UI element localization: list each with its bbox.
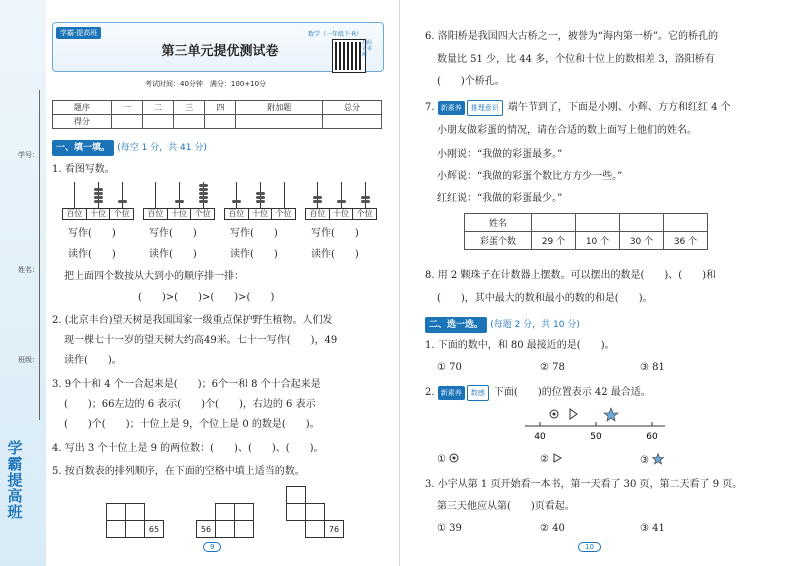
c2-text: 下面( )的位置表示 42 最合适。: [493, 387, 651, 398]
grid-cell[interactable]: [125, 520, 145, 538]
series-logo: 学霸·提高班: [56, 27, 101, 39]
c3-option-1[interactable]: ① 39: [437, 523, 462, 534]
place-label: 百位: [144, 209, 168, 219]
c1-text: 1. 下面的数中，和 80 最接近的是( )。: [425, 340, 615, 351]
c2-number: 2.: [425, 387, 435, 398]
grid-cell-value: 65: [144, 520, 164, 538]
side-field-name: 姓名：: [18, 266, 39, 274]
score-row-label: 得分: [53, 115, 112, 129]
grid-cell-value: 76: [324, 520, 344, 538]
q7-statement-3: 红红说：“我做的彩蛋最少。”: [437, 193, 563, 204]
c1-option-2[interactable]: ② 78: [540, 362, 565, 373]
option-marker: ①: [437, 454, 446, 465]
q2-line-1: 2. (北京丰台)望天树是我国国家一级重点保护野生植物。人们发: [52, 315, 333, 326]
score-input-cell[interactable]: [236, 115, 323, 129]
place-label: 百位: [225, 209, 249, 219]
q7-heading: [425, 100, 731, 116]
exam-info: 考试时间：40分钟 满分：100+10分: [145, 80, 267, 88]
cut-line: [39, 90, 40, 420]
read-blank-1[interactable]: 读作( ): [68, 249, 116, 260]
q7-line-1: 端午节到了，下面是小刚、小辉、方方和红红 4 个: [507, 102, 731, 113]
place-label: 个位: [275, 209, 292, 218]
grade-label: 数学（一年级下·R）: [308, 31, 363, 38]
triangle-icon: [552, 453, 562, 463]
place-label: 十位: [249, 209, 273, 219]
place-label: 十位: [87, 209, 111, 219]
q1-order-blanks[interactable]: ( )>( )>( )>( ): [138, 292, 275, 303]
q8-line-1: 8. 用 2 颗珠子在计数器上摆数。可以摆出的数是( )、( )和: [425, 270, 717, 281]
grid-cell[interactable]: [305, 520, 325, 538]
page-title: 第三单元提优测试卷: [161, 44, 279, 59]
grid-cell[interactable]: [106, 520, 126, 538]
c2-option-1[interactable]: [437, 453, 459, 467]
side-field-class: 班级：: [18, 356, 39, 364]
qr-code-icon[interactable]: [333, 40, 365, 72]
qr-hint: 扫码看讲解: [362, 40, 373, 58]
c2-heading: [425, 385, 651, 401]
q8-line-2: ( )，其中最大的数和最小的数的和是( )。: [437, 293, 653, 304]
egg-table-name-header: 姓名: [465, 214, 532, 232]
target-icon: [449, 453, 459, 463]
section-2-note: (每题 2 分，共 10 分): [490, 320, 580, 330]
c3-option-2[interactable]: ② 40: [540, 523, 565, 534]
egg-count: 30 个: [620, 232, 664, 250]
tag-new-literacy: 新素养: [438, 386, 465, 400]
q7-statement-1: 小刚说：“我做的彩蛋最多。”: [437, 149, 563, 160]
tick-label-50: 50: [590, 432, 602, 442]
score-header-cell: 二: [143, 101, 174, 115]
c3-line-2: 第三天他应从第( )页看起。: [437, 501, 575, 512]
name-input-cell[interactable]: [620, 214, 664, 232]
tag-number-sense: 数感: [467, 385, 489, 401]
c2-option-2[interactable]: [540, 453, 562, 467]
write-blank-2[interactable]: 写作( ): [149, 228, 197, 239]
place-label: 百位: [63, 209, 87, 219]
write-blank-4[interactable]: 写作( ): [311, 228, 359, 239]
score-header-cell: 一: [111, 101, 142, 115]
option-marker: ③: [640, 455, 649, 466]
grid-cell[interactable]: [215, 503, 235, 521]
score-input-cell[interactable]: [174, 115, 205, 129]
score-header-cell: 三: [174, 101, 205, 115]
side-field-number: 学号：: [18, 151, 39, 159]
q2-line-3: 读作( )。: [64, 355, 122, 366]
tag-reasoning: 推理意识: [467, 100, 503, 116]
grid-cell[interactable]: [106, 503, 126, 521]
score-header-cell: 四: [205, 101, 236, 115]
grid-cell[interactable]: [234, 520, 254, 538]
tag-new-literacy: 新素养: [438, 101, 465, 115]
score-header-cell: 题序: [53, 101, 112, 115]
q3-line-2: ( )；66左边的 6 表示( )个( )，右边的 6 表示: [64, 399, 316, 410]
section-1-heading: [52, 140, 207, 156]
score-table: [52, 100, 382, 129]
score-header-cell: 附加题: [236, 101, 323, 115]
grid-cell-value: 56: [196, 520, 216, 538]
q5-text: 5. 按百数表的排列顺序，在下面的空格中填上适当的数。: [52, 466, 305, 477]
read-blank-4[interactable]: 读作( ): [311, 249, 359, 260]
place-label: 个位: [194, 209, 211, 218]
section-2-heading: [425, 317, 580, 333]
write-blank-3[interactable]: 写作( ): [230, 228, 278, 239]
egg-count: 36 个: [664, 232, 708, 250]
score-input-cell[interactable]: [205, 115, 236, 129]
q7-number: 7.: [425, 102, 435, 113]
egg-count: 10 个: [576, 232, 620, 250]
write-blank-1[interactable]: 写作( ): [68, 228, 116, 239]
grid-cell[interactable]: [215, 520, 235, 538]
score-header-cell: 总分: [323, 101, 382, 115]
triangle-icon[interactable]: [570, 409, 577, 419]
score-input-cell[interactable]: [111, 115, 142, 129]
q7-line-2: 小朋友做彩蛋的情况，请在合适的数上面写上他们的姓名。: [437, 125, 697, 136]
brand-vertical: 学霸提高班: [7, 439, 23, 521]
star-icon: [652, 453, 664, 465]
section-2-title: 二、选一选。: [425, 317, 487, 333]
q3-line-3: ( )个( )；十位上是 9，个位上是 0 的数是( )。: [64, 419, 320, 430]
place-label: 个位: [356, 209, 373, 218]
c3-option-3[interactable]: ③ 41: [640, 523, 665, 534]
place-label: 百位: [306, 209, 330, 219]
read-blank-3[interactable]: 读作( ): [230, 249, 278, 260]
c3-line-1: 3. 小宇从第 1 页开始看一本书，第一天看了 30 页，第二天看了 9 页。: [425, 479, 743, 490]
option-marker: ②: [540, 454, 549, 465]
c2-option-3[interactable]: [640, 453, 664, 468]
q4-text: 4. 写出 3 个十位上是 9 的两位数：( )、( )、( )。: [52, 443, 324, 454]
tick-label-40: 40: [534, 432, 546, 442]
grid-cell[interactable]: [305, 503, 325, 521]
section-1-title: 一、填一填。: [52, 140, 114, 156]
score-input-cell[interactable]: [323, 115, 382, 129]
q6-line-2: 数量比 51 少，比 44 多，个位和十位上的数相差 3，洛阳桥有: [437, 54, 715, 65]
name-input-cell[interactable]: [664, 214, 708, 232]
c1-option-1[interactable]: ① 70: [437, 362, 462, 373]
section-1-note: (每空 1 分，共 41 分): [117, 143, 207, 153]
right-page: [400, 0, 800, 566]
c1-option-3[interactable]: ③ 81: [640, 362, 665, 373]
q6-line-3: ( )个桥孔。: [437, 76, 505, 87]
name-input-cell[interactable]: [576, 214, 620, 232]
q7-statement-2: 小辉说：“我做的彩蛋个数比方方少一些。”: [437, 171, 623, 182]
q3-line-1: 3. 9个十和 4 个一合起来是( )；6个一和 8 个十合起来是: [52, 379, 321, 390]
read-blank-2[interactable]: 读作( ): [149, 249, 197, 260]
name-input-cell[interactable]: [532, 214, 576, 232]
q1-text: 1. 看图写数。: [52, 164, 115, 175]
q1-order-text: 把上面四个数按从大到小的顺序排一排：: [64, 271, 244, 282]
place-label: 个位: [113, 209, 130, 218]
page-number-right: 10: [578, 542, 601, 552]
grid-cell[interactable]: [286, 486, 306, 504]
grid-cell[interactable]: [286, 503, 306, 521]
target-icon[interactable]: [550, 410, 558, 418]
q2-line-2: 现一棵七十一岁的望天树大约高49米。七十一写作( )，49: [64, 335, 338, 346]
place-label: 十位: [168, 209, 192, 219]
egg-table: [464, 213, 708, 250]
egg-table-row-label: 彩蛋个数: [465, 232, 532, 250]
tick-label-60: 60: [646, 432, 658, 442]
grid-cell[interactable]: [125, 503, 145, 521]
q6-line-1: 6. 洛阳桥是我国四大古桥之一，被誉为“海内第一桥”。它的桥孔的: [425, 31, 718, 42]
score-input-cell[interactable]: [143, 115, 174, 129]
number-line: [520, 404, 670, 446]
egg-count: 29 个: [532, 232, 576, 250]
page-number-left: 9: [203, 542, 221, 552]
star-icon[interactable]: [604, 408, 618, 421]
grid-cell[interactable]: [234, 503, 254, 521]
place-label: 十位: [330, 209, 354, 219]
